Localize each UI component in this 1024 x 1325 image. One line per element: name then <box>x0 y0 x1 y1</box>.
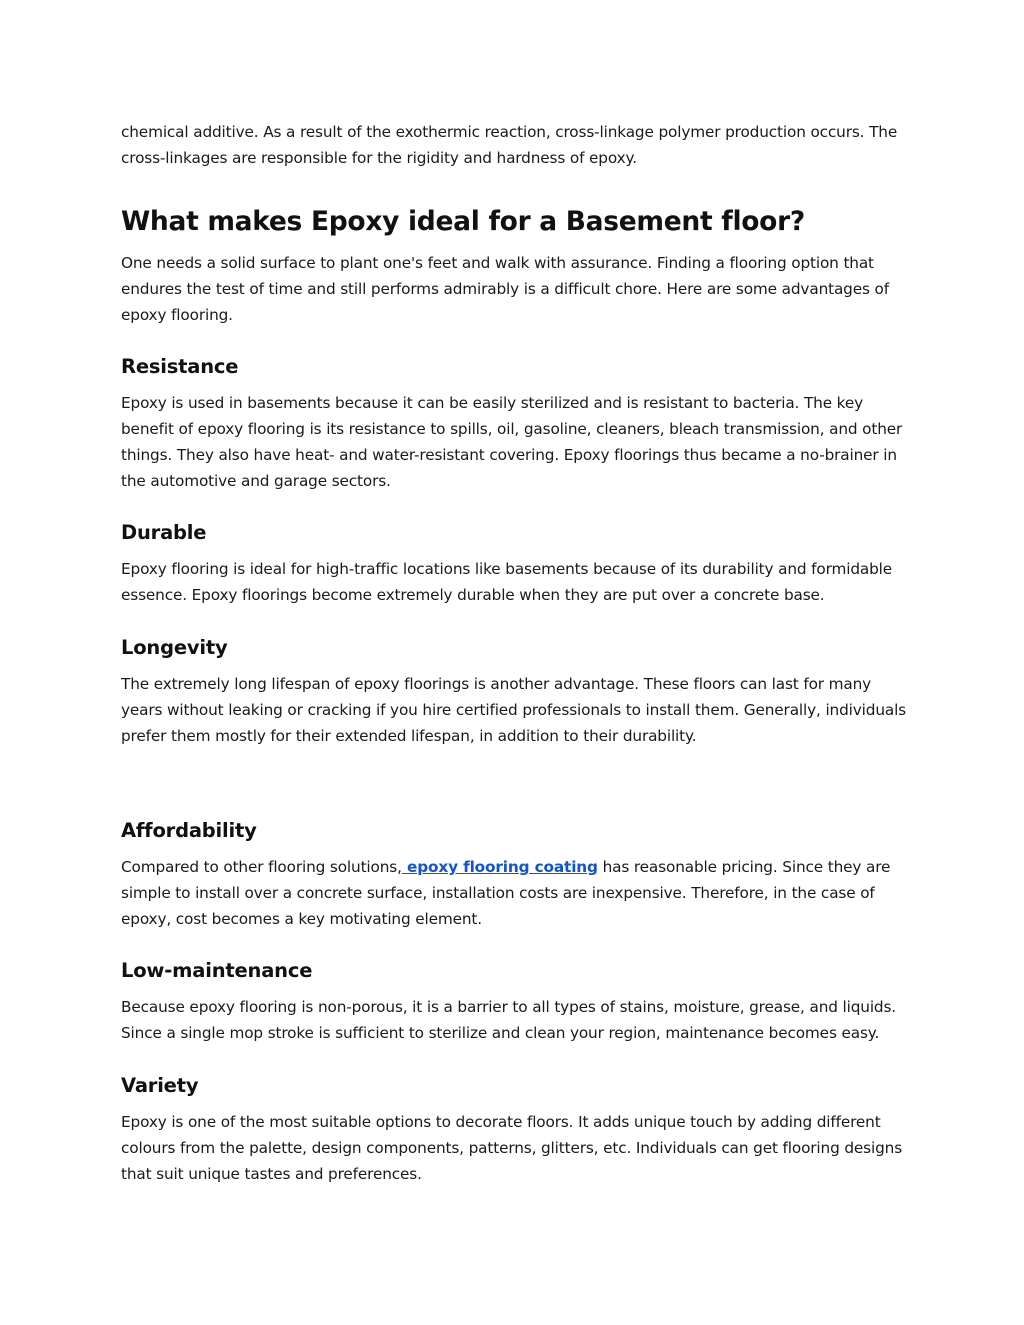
affordability-text-before: Compared to other flooring solutions, <box>121 858 402 876</box>
affordability-paragraph <box>121 854 911 932</box>
resistance-heading: Resistance <box>121 355 239 378</box>
longevity-heading: Longevity <box>121 636 228 659</box>
main-paragraph: One needs a solid surface to plant one's feet and walk with assurance. Finding a flooring option that endures the test of time and still performs admirably is a difficult chore. Here are some advantages of epoxy flooring. <box>121 254 889 324</box>
durable-paragraph: Epoxy flooring is ideal for high-traffic locations like basements because of its durability and formidable essence. Epoxy floorings become extremely durable when they are put over a concrete base. <box>121 560 893 604</box>
variety-heading: Variety <box>121 1074 199 1097</box>
affordability-heading: Affordability <box>121 819 257 842</box>
low-maintenance-paragraph: Because epoxy flooring is non-porous, it is a barrier to all types of stains, moisture, grease, and liquids. Since a single mop stroke is sufficient to sterilize and clean your region, maintenance becomes easy. <box>121 998 897 1042</box>
intro-paragraph: chemical additive. As a result of the exothermic reaction, cross-linkage polymer production occurs. The cross-linkages are responsible for the rigidity and hardness of epoxy. <box>121 123 898 167</box>
affordability-text-after: has reasonable pricing. Since they are simple to install over a concrete surface, installation costs are inexpensive. Therefore, in the case of epoxy, cost becomes a key motivating element. <box>121 858 891 928</box>
longevity-paragraph: The extremely long lifespan of epoxy floorings is another advantage. These floors can last for many years without leaking or cracking if you hire certified professionals to install them. Generally, individuals prefer them mostly for their extended lifespan, in addition to their durability. <box>121 675 907 745</box>
epoxy-flooring-coating-link[interactable]: epoxy flooring coating <box>401 858 598 876</box>
resistance-paragraph: Epoxy is used in basements because it can be easily sterilized and is resistant to bacteria. The key benefit of epoxy flooring is its resistance to spills, oil, gasoline, cleaners, bleach transmission, and other things. They also have heat- and water-resistant covering. Epoxy floorings thus became a no-brainer in the automotive and garage sectors. <box>121 394 903 490</box>
variety-paragraph: Epoxy is one of the most suitable options to decorate floors. It adds unique touch by adding different colours from the palette, design components, patterns, glitters, etc. Individuals can get flooring designs that suit unique tastes and preferences. <box>121 1113 903 1183</box>
low-maintenance-heading: Low-maintenance <box>121 959 313 982</box>
durable-heading: Durable <box>121 521 207 544</box>
main-heading: What makes Epoxy ideal for a Basement floor? <box>121 206 805 237</box>
